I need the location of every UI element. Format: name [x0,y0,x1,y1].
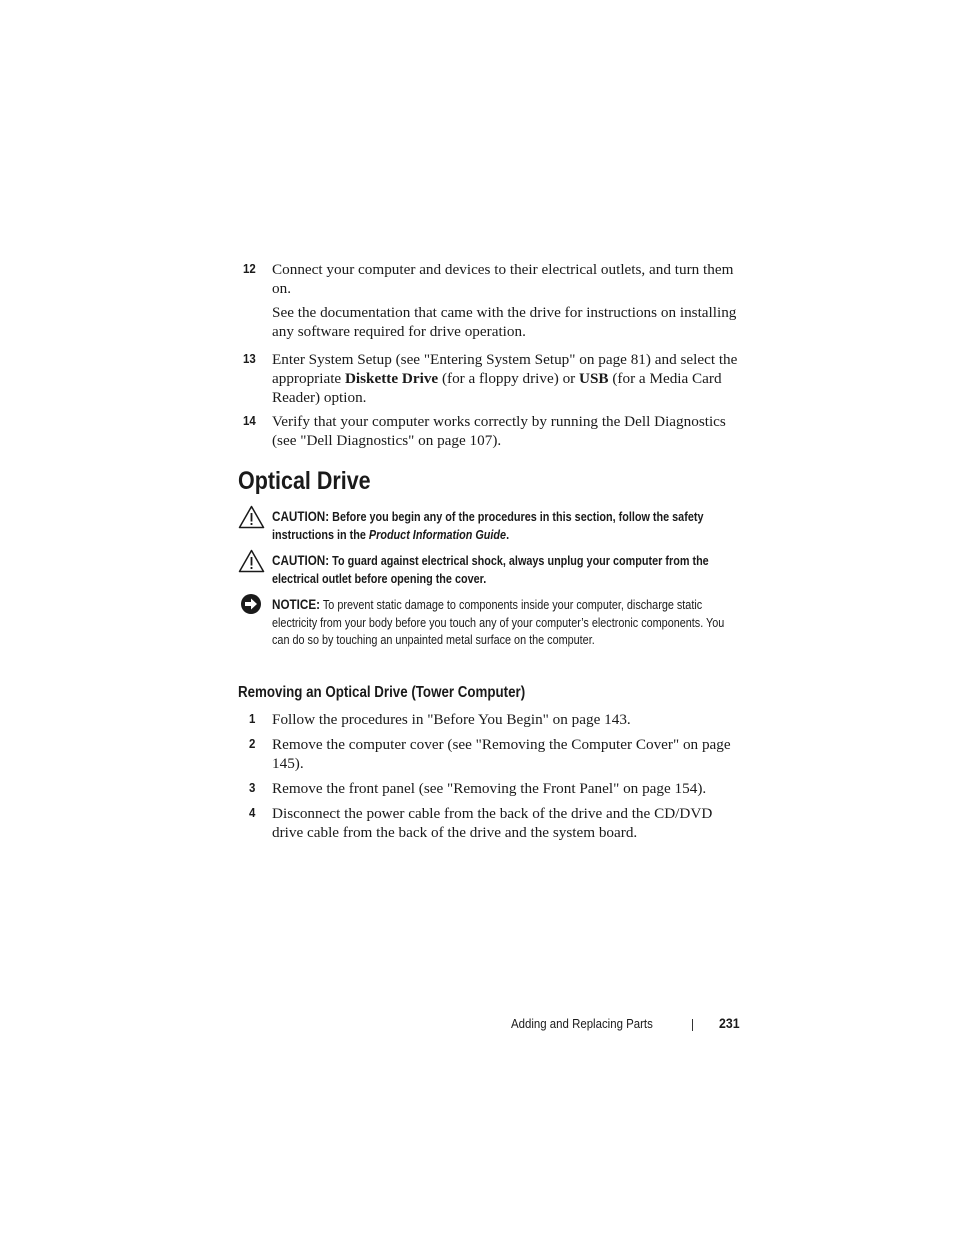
step-text: Connect your computer and devices to their electrical outlets, and turn them on. [272,261,734,297]
step-number: 13 [243,351,256,366]
step-text: Disconnect the power cable from the back of the drive and the CD/DVD drive cable from the back of the drive and the system board. [272,805,713,841]
step-number: 14 [243,413,256,428]
step-text: Remove the computer cover (see "Removing the Computer Cover" on page 145). [272,736,731,772]
step-text: Enter System Setup (see "Entering System Setup" on page 81) and select the appropriate Diskette Drive (for a floppy drive) or USB (for a Media Card Reader) option. [272,351,738,406]
footer-section-name: Adding and Replacing Parts [511,1016,653,1031]
notice: NOTICE: To prevent static damage to components inside your computer, discharge static electricity from your body before you touch any of your computer’s electronic components. You can do so by touching an unpainted metal surface on the computer. [272,597,725,647]
step-text: Remove the front panel (see "Removing the Front Panel" on page 154). [272,780,707,797]
step-number: 4 [249,805,256,820]
subsection-title: Removing an Optical Drive (Tower Computer) [238,684,526,701]
caution-triangle-icon [238,505,265,529]
caution-triangle-icon [238,549,265,573]
footer-divider [692,1019,693,1031]
step-text: Follow the procedures in "Before You Begin" on page 143. [272,711,631,728]
step-number: 2 [249,736,256,751]
caution-notice: CAUTION: To guard against electrical shock, always unplug your computer from the electrical outlet before opening the cover. [272,553,709,586]
step-number: 1 [249,711,256,726]
section-title: Optical Drive [238,467,371,495]
step-text: See the documentation that came with the drive for instructions on installing any software required for drive operation. [272,304,737,340]
step-text: Verify that your computer works correctly by running the Dell Diagnostics (see "Dell Diagnostics" on page 107). [272,413,726,449]
page-number: 231 [719,1015,740,1031]
notice-arrow-icon [240,593,262,615]
step-number: 3 [249,780,256,795]
step-number: 12 [243,261,256,276]
caution-notice: CAUTION: Before you begin any of the procedures in this section, follow the safety instructions in the Product Information Guide. [272,509,704,542]
